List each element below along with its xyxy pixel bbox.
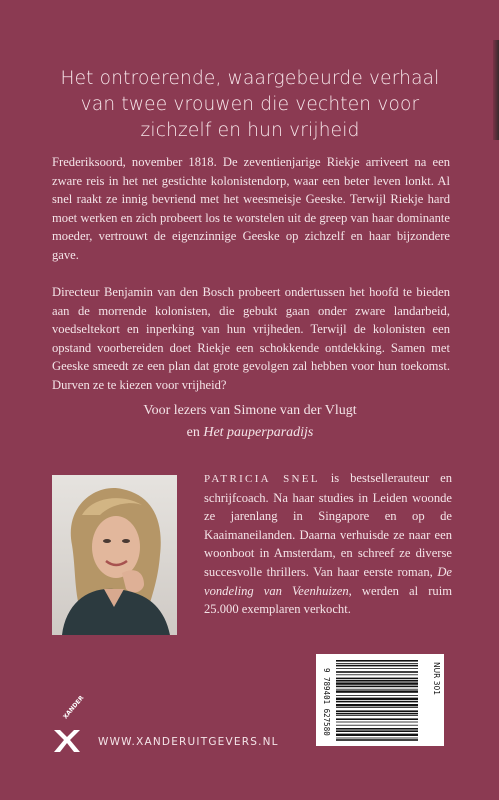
isbn-number: 9 789401 627580 (322, 668, 331, 736)
barcode-bar (336, 728, 418, 730)
barcode-bar (336, 698, 418, 700)
publisher-logo-text: XANDER (62, 694, 86, 721)
tagline-line: van twee vrouwen die vechten voor (80, 94, 420, 115)
barcode-bar (336, 674, 418, 675)
barcode-bar (336, 725, 418, 726)
isbn-barcode (316, 654, 444, 746)
barcode-bar (336, 730, 418, 732)
barcode-bar (336, 715, 418, 716)
barcode-bar (336, 704, 418, 706)
recommendation-prefix: en (186, 425, 204, 440)
barcode-bar (336, 690, 418, 692)
barcode-bars (336, 660, 418, 741)
barcode-bar (336, 707, 418, 708)
tagline-line: zichzelf en hun vrijheid (140, 120, 360, 141)
barcode-bar (336, 701, 418, 703)
barcode-bar (336, 695, 418, 696)
barcode-bar (336, 678, 418, 680)
debut-novel-title: De vondeling van Veenhuizen (204, 564, 452, 598)
barcode-bar (336, 734, 418, 736)
tagline-line: Het ontroerende, waargebeurde verhaal (60, 68, 440, 89)
barcode-bar (336, 718, 418, 720)
barcode-bar (336, 682, 418, 684)
bio-text-2: , werden al ruim 25.000 exemplaren verkocht. (204, 583, 453, 617)
barcode-bar (336, 686, 418, 688)
synopsis-paragraph-2: Directeur Benjamin van den Bosch probeert ondertussen het hoofd te bieden aan de morrende kolonisten, die gebukt gaan onder zware landarbeid, voedseltekort en inperking van hun vrijheden. Terwijl de kolonisten een opstand voorbereiden doet Riekje een schokkende ontdekking. Samen met Geeske smeedt ze een plan dat grote gevolgen zal hebben voor hun toekomst. Durven ze te kiezen voor vrijheid? (52, 285, 450, 392)
xander-logo-icon (52, 722, 82, 758)
author-bio (204, 469, 452, 619)
barcode-bar (336, 710, 418, 712)
barcode-bar (336, 668, 418, 669)
barcode-bar (336, 722, 418, 723)
barcode-bar (336, 738, 418, 739)
recommendation-line-2 (40, 422, 460, 444)
barcode-bar (336, 713, 418, 715)
author-name: PATRICIA SNEL (204, 473, 320, 485)
barcode-graphic (316, 654, 444, 746)
recommendation-line-1: Voor lezers van Simone van der Vlugt (143, 403, 357, 418)
barcode-bar (336, 689, 418, 690)
nur-code: NUR 301 (432, 662, 441, 696)
page-edge-shadow (493, 40, 499, 140)
barcode-bar (336, 680, 418, 682)
author-portrait-illustration (52, 475, 177, 635)
author-photo (52, 475, 177, 635)
bio-text-1: is bestsellerauteur en schrijfcoach. Na haar studies in Leiden woonde ze jarenlang in Singapore en op de Kaaimaneilanden. Daarna verhuisde ze naar een woonboot in Amsterdam, en schreef ze diverse succesvolle thrillers. Van haar eerste roman, (204, 471, 452, 579)
tagline (40, 66, 460, 144)
synopsis-paragraph-1: Frederiksoord, november 1818. De zeventienjarige Riekje arriveert na een zware reis in het net gestichte kolonistendorp, waar een beter leven lonkt. Al snel raakt ze innig bevriend met het weesmeisje Geeske. Terwijl Riekje hard moet werken en zich probeert los te worstelen uit de greep van haar dominante moeder, vertrouwt de eigenzinnige Geeske op zichzelf en haar bijzondere gave. (52, 155, 450, 262)
barcode-bar (336, 739, 418, 741)
barcode-bar (336, 671, 418, 673)
barcode-bar (336, 665, 418, 667)
barcode-bar (336, 660, 418, 662)
reader-recommendation (40, 400, 460, 444)
publisher-url[interactable]: WWW.XANDERUITGEVERS.NL (98, 736, 279, 748)
barcode-bar (336, 663, 418, 664)
recommended-book-title: Het pauperparadijs (203, 425, 314, 440)
